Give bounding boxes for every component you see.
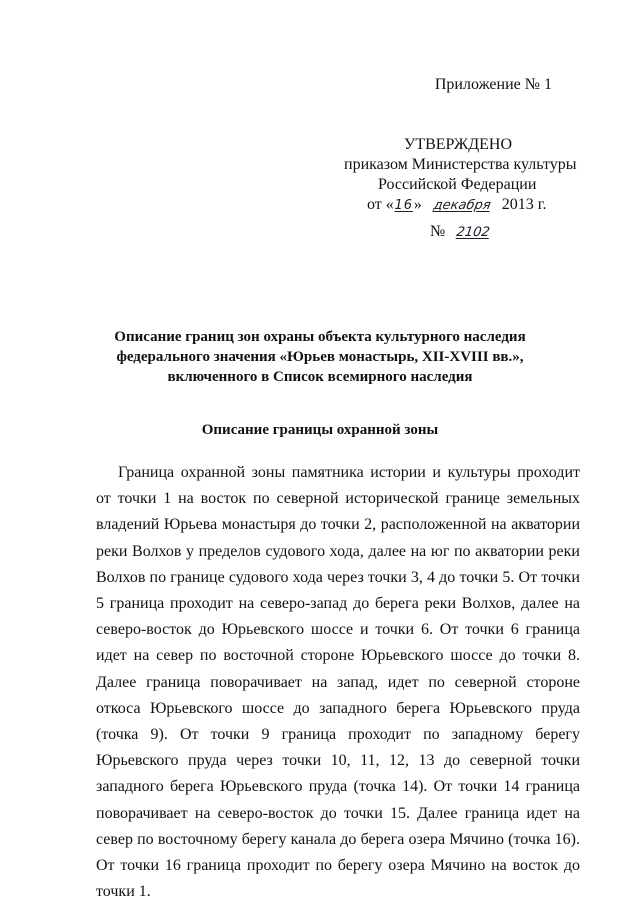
date-prefix: от « [367,196,394,213]
order-line-1: приказом Министерства культуры [344,156,577,173]
appendix-label: Приложение № 1 [434,76,552,93]
title-line-1: Описание границ зон охраны объекта культурного наследия [114,329,526,345]
order-date-line [340,195,580,216]
order-number-line [340,222,580,243]
approval-block [340,135,580,243]
date-year: 2013 г. [501,196,547,213]
title-line-3: включенного в Список всемирного наследия [167,369,473,385]
body-paragraph: Граница охранной зоны памятника истории и культуры проходит от точки 1 на восток по северной исторической границе земельных владений Юрьева монастыря до точки 2, расположенной на акватории реки Волхов у пределов судового хода, далее на юг по акватории реки Волхов по границе судового хода через точки 3, 4 до точки 5. От точки 5 граница проходит на северо-запад до берега реки Волхов, далее на северо-восток до Юрьевского шоссе и точки 6. От точки 6 граница идет на север по восточной стороне Юрьевского шоссе до точки 8. Далее граница поворачивает на запад, идет по северной стороне откоса Юрьевского шоссе до западного берега Юрьевского пруда (точка 9). От точки 9 граница проходит по западному берегу Юрьевского пруда через точки 10, 11, 12, 13 до северной точки западного берега Юрьевского пруда (точка 14). От точки 14 граница поворачивает на северо-восток до точки 15. Далее граница идет на север по восточному берегу канала до берега озера Мячино (точка 16). От точки 16 граница проходит по берегу озера Мячино на восток до точки 1. [96,464,580,901]
handwritten-date-month: декабря [432,198,492,213]
section-title: Описание границы охранной зоны [201,422,439,438]
number-prefix: № [430,223,446,240]
order-line-2: Российской Федерации [378,176,537,193]
handwritten-order-number: 2102 [455,225,491,240]
handwritten-date-day: 16 [394,198,414,213]
title-line-2: федерального значения «Юрьев монастырь, XII-XVIII вв.», [116,349,524,365]
approved-heading: УТВЕРЖДЕНО [404,136,513,153]
date-mid: » [413,196,422,213]
document-title [0,327,640,387]
